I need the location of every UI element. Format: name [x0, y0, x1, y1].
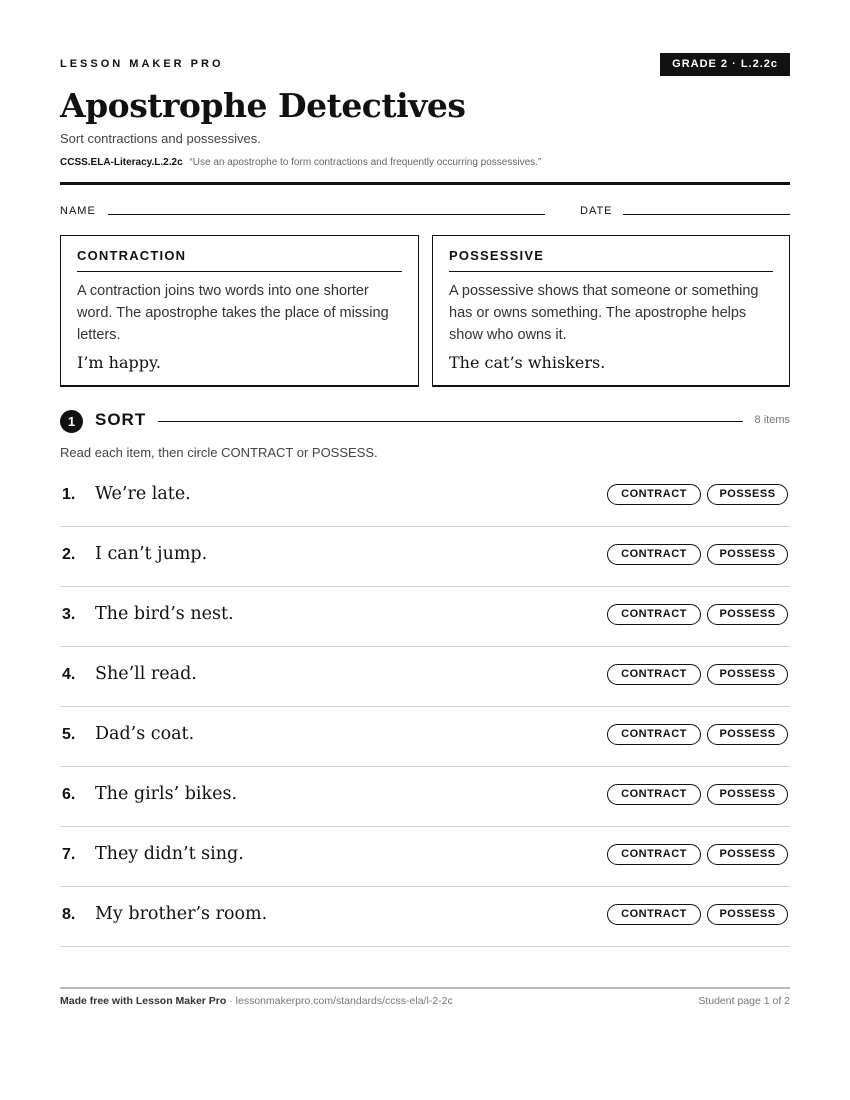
section-instructions: Read each item, then circle CONTRACT or POSSESS.: [60, 445, 378, 460]
item-text: I can’t jump.: [95, 544, 208, 564]
page-title: Apostrophe Detectives: [60, 86, 466, 125]
item-number: 2.: [62, 546, 76, 563]
item-number: 1.: [62, 486, 76, 503]
page-indicator: Student page 1 of 2: [698, 995, 790, 1007]
section-number-badge: 1: [60, 410, 83, 433]
possess-option[interactable]: POSSESS: [707, 484, 788, 505]
name-field[interactable]: [108, 214, 545, 215]
item-number: 4.: [62, 666, 76, 683]
contract-option[interactable]: CONTRACT: [607, 844, 701, 865]
item-number: 5.: [62, 726, 76, 743]
card-heading: POSSESSIVE: [449, 248, 773, 272]
header-divider: [60, 182, 790, 185]
possess-option[interactable]: POSSESS: [707, 784, 788, 805]
list-item: [60, 827, 790, 887]
card-heading: CONTRACTION: [77, 248, 402, 272]
possessive-card: [432, 235, 790, 387]
contract-option[interactable]: CONTRACT: [607, 484, 701, 505]
item-count: 8 items: [754, 414, 790, 426]
card-example: The cat’s whiskers.: [449, 353, 606, 372]
section-title: SORT: [95, 410, 147, 429]
standard-code: CCSS.ELA-Literacy.L.2.2c: [60, 157, 183, 168]
item-text: We’re late.: [95, 484, 191, 504]
possess-option[interactable]: POSSESS: [707, 904, 788, 925]
item-number: 8.: [62, 906, 76, 923]
date-field[interactable]: [623, 214, 790, 215]
item-text: My brother’s room.: [95, 904, 268, 924]
list-item: [60, 467, 790, 527]
brand-name: LESSON MAKER PRO: [60, 58, 224, 70]
sort-item-list: [60, 467, 790, 947]
list-item: [60, 767, 790, 827]
footer-divider: [60, 987, 790, 989]
page-subtitle: Sort contractions and possessives.: [60, 131, 261, 146]
item-text: The girls’ bikes.: [95, 784, 238, 804]
item-number: 3.: [62, 606, 76, 623]
item-number: 7.: [62, 846, 76, 863]
list-item: [60, 647, 790, 707]
possess-option[interactable]: POSSESS: [707, 844, 788, 865]
possess-option[interactable]: POSSESS: [707, 664, 788, 685]
card-definition: A possessive shows that someone or something has or owns something. The apostrophe helps show who owns it.: [449, 283, 759, 343]
possess-option[interactable]: POSSESS: [707, 604, 788, 625]
contract-option[interactable]: CONTRACT: [607, 544, 701, 565]
footer-url[interactable]: · lessonmakerpro.com/standards/ccss-ela/l-2-2c: [226, 995, 453, 1007]
footer-credit: [60, 995, 453, 1007]
contract-option[interactable]: CONTRACT: [607, 604, 701, 625]
item-text: She’ll read.: [95, 664, 197, 684]
standard-reference: [60, 157, 541, 168]
section-divider: [158, 421, 743, 422]
item-number: 6.: [62, 786, 76, 803]
item-text: They didn’t sing.: [95, 844, 244, 864]
contract-option[interactable]: CONTRACT: [607, 904, 701, 925]
contraction-card: [60, 235, 419, 387]
contract-option[interactable]: CONTRACT: [607, 724, 701, 745]
list-item: [60, 707, 790, 767]
possess-option[interactable]: POSSESS: [707, 724, 788, 745]
name-label: NAME: [60, 205, 96, 217]
item-text: The bird’s nest.: [95, 604, 234, 624]
standard-text: “Use an apostrophe to form contractions and frequently occurring possessives.”: [189, 157, 542, 168]
card-definition: A contraction joins two words into one shorter word. The apostrophe takes the place of missing letters.: [77, 283, 389, 343]
contract-option[interactable]: CONTRACT: [607, 664, 701, 685]
card-example: I’m happy.: [77, 353, 161, 372]
worksheet-page: [60, 0, 790, 1100]
list-item: [60, 587, 790, 647]
grade-badge: GRADE 2 · L.2.2c: [660, 53, 790, 76]
date-label: DATE: [580, 205, 613, 217]
item-text: Dad’s coat.: [95, 724, 195, 744]
footer-made-with: Made free with Lesson Maker Pro: [60, 995, 227, 1007]
possess-option[interactable]: POSSESS: [707, 544, 788, 565]
list-item: [60, 527, 790, 587]
list-item: [60, 887, 790, 947]
contract-option[interactable]: CONTRACT: [607, 784, 701, 805]
